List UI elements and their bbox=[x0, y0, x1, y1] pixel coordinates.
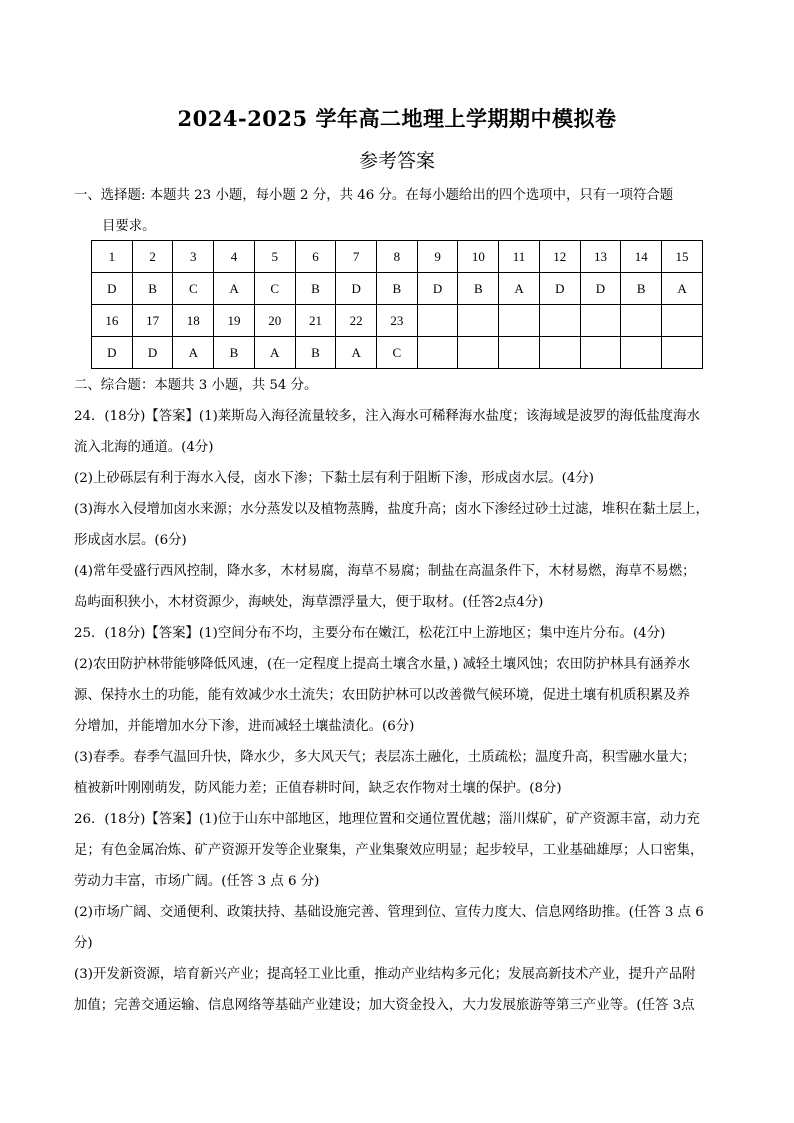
section1-intro-line2: 目要求。 bbox=[102, 219, 156, 234]
table-cell: A bbox=[214, 273, 255, 305]
answer-line: 24．(18分)【答案】(1)莱斯岛入海径流量较多，注入海水可稀释海水盐度；该海域是波罗的海低盐度海水 bbox=[74, 409, 700, 424]
answer-line: 植被新叶刚刚萌发，防风能力差；正值春耕时间，缺乏农作物对土壤的保护。(8分) bbox=[74, 781, 562, 796]
table-cell bbox=[621, 337, 662, 369]
table-cell: 9 bbox=[417, 241, 458, 273]
answer-line: 25．(18分)【答案】(1)空间分布不均，主要分布在嫩江，松花江中上游地区；集中连片分布。(4分) bbox=[74, 626, 666, 641]
table-cell: 7 bbox=[336, 241, 377, 273]
table-cell bbox=[662, 337, 703, 369]
table-cell bbox=[539, 305, 580, 337]
table-cell: 13 bbox=[580, 241, 621, 273]
table-cell bbox=[458, 337, 499, 369]
table-cell: B bbox=[214, 337, 255, 369]
table-cell: 8 bbox=[377, 241, 418, 273]
table-cell: 18 bbox=[173, 305, 214, 337]
answer-line: 26．(18分)【答案】(1)位于山东中部地区，地理位置和交通位置优越；淄川煤矿，矿产资源丰富，动力充 bbox=[74, 812, 700, 827]
answer-table-row-numbers-1 bbox=[92, 241, 703, 273]
table-cell: D bbox=[336, 273, 377, 305]
table-cell: B bbox=[621, 273, 662, 305]
answer-line: (2)农田防护林带能够降低风速，(在一定程度上提高土壤含水量，) 减轻土壤风蚀；农田防护林具有涵养水 bbox=[74, 657, 691, 672]
table-cell: 4 bbox=[214, 241, 255, 273]
page-subtitle: 参考答案 bbox=[358, 150, 435, 172]
table-cell bbox=[499, 305, 540, 337]
answer-line: 源、保持水土的功能，能有效减少水土流失；农田防护林可以改善微气候环境，促进土壤有机质积累及养 bbox=[74, 688, 690, 703]
answer-line: (2)上砂砾层有利于海水入侵，卤水下渗；下黏土层有利于阻断下渗，形成卤水层。(4分) bbox=[74, 471, 594, 486]
table-cell bbox=[499, 337, 540, 369]
table-cell: D bbox=[580, 273, 621, 305]
table-cell bbox=[539, 337, 580, 369]
table-cell: 22 bbox=[336, 305, 377, 337]
table-cell: B bbox=[377, 273, 418, 305]
table-cell: B bbox=[295, 337, 336, 369]
table-cell bbox=[458, 305, 499, 337]
section2-heading: 二、综合题：本题共 3 小题，共 54 分。 bbox=[74, 378, 318, 393]
answer-line: 岛屿面积狭小，木材资源少，海峡处，海草漂浮量大，便于取材。(任答2点4分) bbox=[74, 595, 544, 610]
table-cell: 17 bbox=[132, 305, 173, 337]
table-cell: A bbox=[662, 273, 703, 305]
answer-line: 加值；完善交通运输、信息网络等基础产业建设；加大资金投入，大力发展旅游等第三产业等。(任答 3点 bbox=[74, 998, 695, 1013]
answer-table-row-answers-2 bbox=[92, 337, 703, 369]
answer-line: 足；有色金属冶炼、矿产资源开发等企业聚集，产业集聚效应明显；起步较早，工业基础雄厚；人口密集， bbox=[74, 843, 704, 858]
table-cell: D bbox=[132, 337, 173, 369]
table-cell: D bbox=[92, 337, 133, 369]
answer-line: 流入北海的通道。(4分) bbox=[74, 440, 214, 455]
answer-line: (4)常年受盛行西风控制，降水多，木材易腐，海草不易腐；制盐在高温条件下，木材易燃，海草不易燃； bbox=[74, 564, 696, 579]
table-cell: D bbox=[92, 273, 133, 305]
table-cell bbox=[621, 305, 662, 337]
answer-line: 分) bbox=[74, 936, 93, 951]
table-cell: A bbox=[336, 337, 377, 369]
answer-table bbox=[91, 240, 703, 369]
table-cell: 23 bbox=[377, 305, 418, 337]
table-cell bbox=[580, 337, 621, 369]
table-cell: 10 bbox=[458, 241, 499, 273]
table-cell: 5 bbox=[254, 241, 295, 273]
answer-line: (2)市场广阔、交通便利、政策扶持、基础设施完善、管理到位、宣传力度大、信息网络助推。(任答 3 点 6 bbox=[74, 905, 704, 920]
table-cell bbox=[417, 305, 458, 337]
table-cell: 12 bbox=[539, 241, 580, 273]
answer-table-row-answers-1 bbox=[92, 273, 703, 305]
table-cell: A bbox=[254, 337, 295, 369]
table-cell: 6 bbox=[295, 241, 336, 273]
table-cell: B bbox=[458, 273, 499, 305]
table-cell: A bbox=[499, 273, 540, 305]
answer-line: (3)开发新资源，培育新兴产业；提高轻工业比重，推动产业结构多元化；发展高新技术产业，提升产品附 bbox=[74, 967, 696, 982]
table-cell: C bbox=[377, 337, 418, 369]
table-cell: D bbox=[417, 273, 458, 305]
section1-intro-line1: 一、选择题: 本题共 23 小题，每小题 2 分，共 46 分。在每小题给出的四个选项中，只有一项符合题 bbox=[74, 188, 674, 203]
table-cell: D bbox=[539, 273, 580, 305]
section2 bbox=[74, 370, 724, 1021]
table-cell: 19 bbox=[214, 305, 255, 337]
answer-table-row-numbers-2 bbox=[92, 305, 703, 337]
table-cell: 15 bbox=[662, 241, 703, 273]
table-cell: 21 bbox=[295, 305, 336, 337]
table-cell: C bbox=[254, 273, 295, 305]
table-cell: 1 bbox=[92, 241, 133, 273]
table-cell: A bbox=[173, 337, 214, 369]
table-cell: 2 bbox=[132, 241, 173, 273]
table-cell: C bbox=[173, 273, 214, 305]
table-cell: 11 bbox=[499, 241, 540, 273]
answer-line: 形成卤水层。(6分) bbox=[74, 533, 187, 548]
table-cell: B bbox=[295, 273, 336, 305]
table-cell bbox=[580, 305, 621, 337]
table-cell: 14 bbox=[621, 241, 662, 273]
answer-line: 分增加，并能增加水分下渗，进而减轻土壤盐渍化。(6分) bbox=[74, 719, 415, 734]
table-cell bbox=[417, 337, 458, 369]
page-title: 2024-2025 学年高二地理上学期期中模拟卷 bbox=[177, 106, 617, 131]
table-cell: 16 bbox=[92, 305, 133, 337]
table-cell: 3 bbox=[173, 241, 214, 273]
section1-intro bbox=[74, 180, 724, 242]
table-cell: 20 bbox=[254, 305, 295, 337]
table-cell bbox=[662, 305, 703, 337]
table-cell: B bbox=[132, 273, 173, 305]
answer-line: (3)春季。春季气温回升快，降水少，多大风天气；表层冻土融化，土质疏松；温度升高，积雪融水量大； bbox=[74, 750, 696, 765]
answer-line: (3)海水入侵增加卤水来源；水分蒸发以及植物蒸腾，盐度升高；卤水下渗经过砂土过滤，堆积在黏土层上， bbox=[74, 502, 709, 517]
answer-line: 劳动力丰富，市场广阔。(任答 3 点 6 分) bbox=[74, 874, 320, 889]
